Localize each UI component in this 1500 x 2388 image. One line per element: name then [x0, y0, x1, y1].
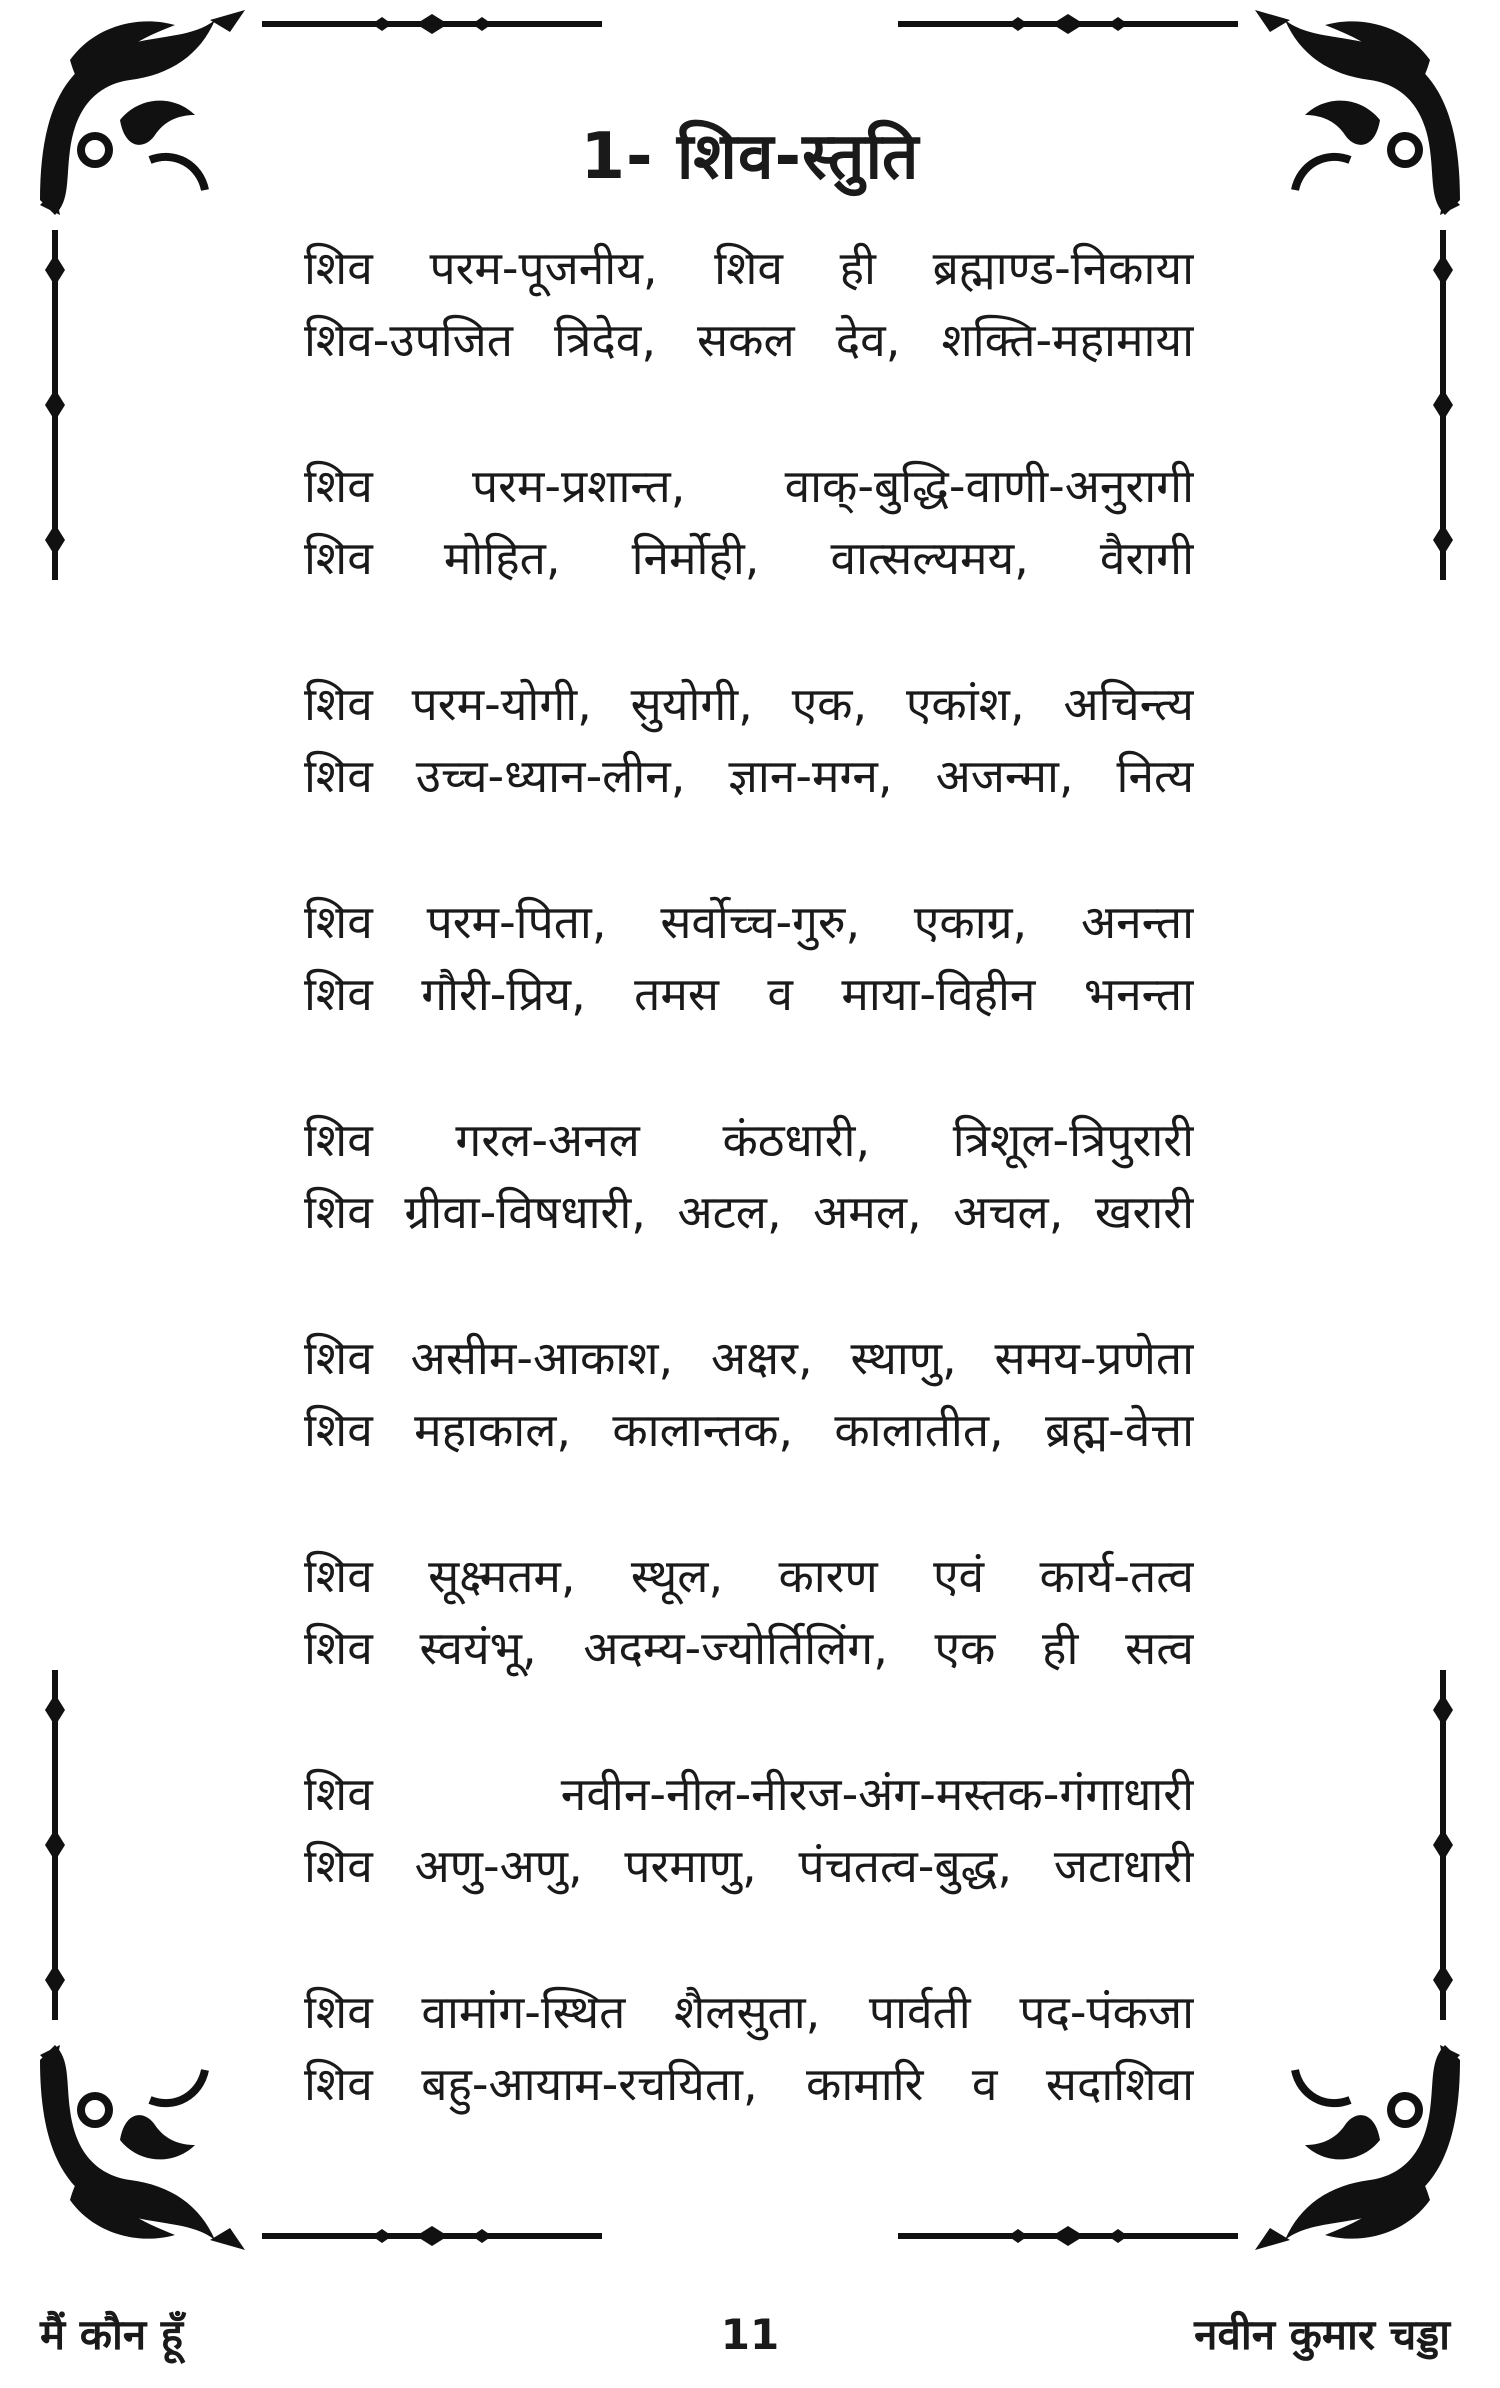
- book-title-footer: मैं कौन हूँ: [40, 2310, 184, 2359]
- top-left-rule: [262, 14, 602, 34]
- right-upper-rule: [1433, 230, 1453, 580]
- verse-line: शिव नवीन-नील-नीरज-अंग-मस्तक-गंगाधारी: [304, 1767, 1194, 1821]
- stanza: [304, 1104, 1194, 1322]
- verse-line: शिव मोहित, निर्मोही, वात्सल्यमय, वैरागी: [304, 531, 1194, 585]
- page-number: 11: [720, 2310, 780, 2359]
- verse-line: शिव-उपजित त्रिदेव, सकल देव, शक्ति-महामाया: [304, 313, 1194, 367]
- bottom-left-corner-ornament: [40, 2045, 245, 2250]
- poem-body: [304, 232, 1194, 2194]
- verse-line: शिव परम-पिता, सर्वोच्च-गुरु, एकाग्र, अनन्ता: [304, 895, 1194, 949]
- bottom-right-rule: [898, 2226, 1238, 2246]
- verse-line: शिव ग्रीवा-विषधारी, अटल, अमल, अचल, खरारी: [304, 1185, 1194, 1239]
- top-right-rule: [898, 14, 1238, 34]
- stanza: [304, 1758, 1194, 1976]
- verse-line: शिव बहु-आयाम-रचयिता, कामारि व सदाशिवा: [304, 2057, 1194, 2111]
- stanza: [304, 668, 1194, 886]
- verse-line: शिव परम-योगी, सुयोगी, एक, एकांश, अचिन्त्य: [304, 677, 1194, 731]
- verse-line: शिव उच्च-ध्यान-लीन, ज्ञान-मग्न, अजन्मा, नित्य: [304, 749, 1194, 803]
- verse-line: शिव अणु-अणु, परमाणु, पंचतत्व-बुद्ध, जटाधारी: [304, 1839, 1194, 1893]
- verse-line: शिव असीम-आकाश, अक्षर, स्थाणु, समय-प्रणेता: [304, 1331, 1194, 1385]
- verse-line: शिव वामांग-स्थित शैलसुता, पार्वती पद-पंकजा: [304, 1985, 1194, 2039]
- verse-line: शिव स्वयंभू, अदम्य-ज्योर्तिलिंग, एक ही सत्व: [304, 1621, 1194, 1675]
- verse-line: शिव महाकाल, कालान्तक, कालातीत, ब्रह्म-वेत्ता: [304, 1403, 1194, 1457]
- bottom-left-rule: [262, 2226, 602, 2246]
- stanza: [304, 232, 1194, 450]
- stanza: [304, 1976, 1194, 2194]
- poem-title: 1- शिव-स्तुति: [580, 120, 920, 194]
- left-upper-rule: [45, 230, 65, 580]
- stanza: [304, 1322, 1194, 1540]
- verse-line: शिव परम-पूजनीय, शिव ही ब्रह्माण्ड-निकाया: [304, 241, 1194, 295]
- left-lower-rule: [45, 1670, 65, 2020]
- stanza: [304, 1540, 1194, 1758]
- verse-line: शिव गौरी-प्रिय, तमस व माया-विहीन भनन्ता: [304, 967, 1194, 1021]
- stanza: [304, 450, 1194, 668]
- verse-line: शिव परम-प्रशान्त, वाक्-बुद्धि-वाणी-अनुरागी: [304, 459, 1194, 513]
- stanza: [304, 886, 1194, 1104]
- verse-line: शिव गरल-अनल कंठधारी, त्रिशूल-त्रिपुरारी: [304, 1113, 1194, 1167]
- right-lower-rule: [1433, 1670, 1453, 2020]
- verse-line: शिव सूक्ष्मतम, स्थूल, कारण एवं कार्य-तत्व: [304, 1549, 1194, 1603]
- bottom-right-corner-ornament: [1255, 2045, 1460, 2250]
- author-name-footer: नवीन कुमार चड्डा: [1194, 2310, 1450, 2359]
